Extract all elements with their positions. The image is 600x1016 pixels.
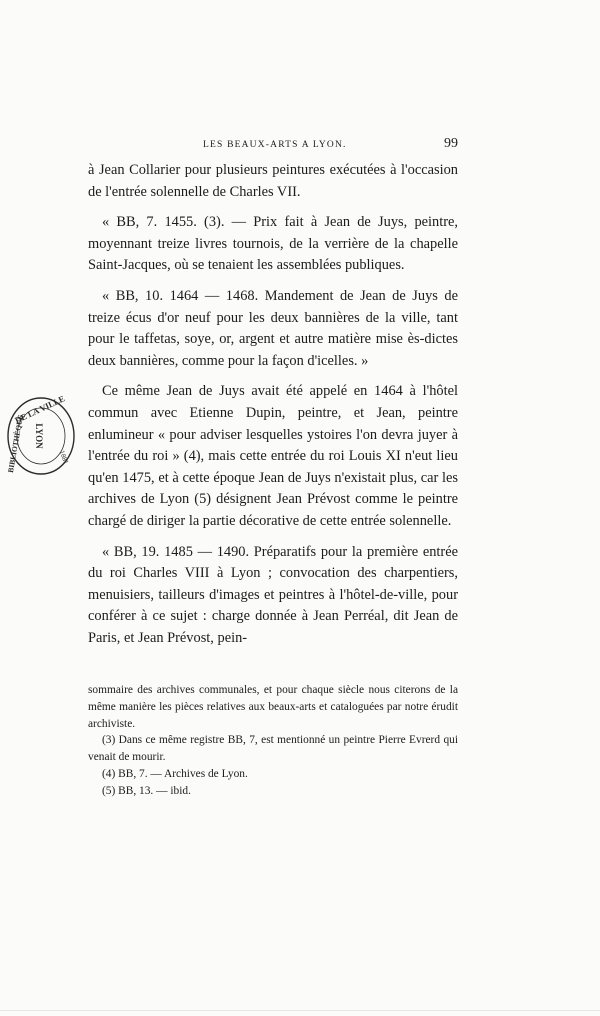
paragraph-bb19: « BB, 19. 1485 — 1490. Préparatifs pour la première entrée du roi Charles VIII à Lyon ; convocation des charpentiers, menuisiers, tailleurs d'images et peintres à l'hôtel-de-ville, pour conférer à ce sujet : charge donnée à Jean Perréal, dit Jean de Paris, et Jean Prévost, pein- bbox=[88, 543, 458, 646]
footnotes bbox=[88, 682, 458, 800]
footnote-4: (4) BB, 7. — Archives de Lyon. bbox=[102, 767, 248, 780]
svg-text:LYON: LYON bbox=[34, 423, 44, 449]
page-number: 99 bbox=[444, 136, 458, 151]
library-stamp bbox=[4, 394, 78, 478]
running-title: LES BEAUX-ARTS A LYON. bbox=[203, 140, 347, 150]
paragraph-bb7: « BB, 7. 1455. (3). — Prix fait à Jean de Juys, peintre, moyennant treize livres tournois, de la verrière de la chapelle Saint-Jacques, où se tenaient les assemblées publiques. bbox=[88, 214, 458, 274]
svg-text:DE LA VILLE: DE LA VILLE bbox=[13, 394, 67, 426]
paragraph-continuation: à Jean Collarier pour plusieurs peintures exécutées à l'occasion de l'entrée solennelle de Charles VII. bbox=[88, 162, 458, 200]
body-text bbox=[88, 160, 458, 658]
footnote-5: (5) BB, 13. — ibid. bbox=[102, 784, 191, 797]
svg-text:BIBLIOTHÈQUE: BIBLIOTHÈQUE bbox=[6, 413, 26, 474]
svg-text:1881: 1881 bbox=[57, 449, 71, 466]
library-stamp-icon bbox=[4, 394, 78, 478]
page-edge bbox=[0, 1010, 600, 1011]
footnote-3: (3) Dans ce même registre BB, 7, est mentionné un peintre Pierre Evrerd qui venait de mourir. bbox=[88, 734, 458, 764]
paragraph-bb10: « BB, 10. 1464 — 1468. Mandement de Jean de Juys de treize écus d'or neuf pour les deux bannières de la ville, tant pour le taffetas, soye, or, argent et autre matière mise ès-dictes deux bannières, comme pour la façon d'icelles. » bbox=[88, 287, 458, 369]
paragraph-jean-de-juys: Ce même Jean de Juys avait été appelé en 1464 à l'hôtel commun avec Etienne Dupin, peintre, et Jean, peintre enlumineur « pour adviser lesquelles ystoires l'on devra juyer à l'entrée du roi » (4), mais cette entrée du roi Louis XI n'eut lieu qu'en 1475, et à cette époque Jean de Juys n'existait plus, car les archives de Lyon (5) désignent Jean Prévost comme le peintre chargé de diriger la partie décorative de cette entrée solennelle. bbox=[88, 383, 458, 529]
footnote-continuation: sommaire des archives communales, et pour chaque siècle nous citerons de la même manière les pièces relatives aux beaux-arts et cataloguées par notre érudit archiviste. bbox=[88, 684, 458, 730]
running-header bbox=[88, 136, 458, 156]
